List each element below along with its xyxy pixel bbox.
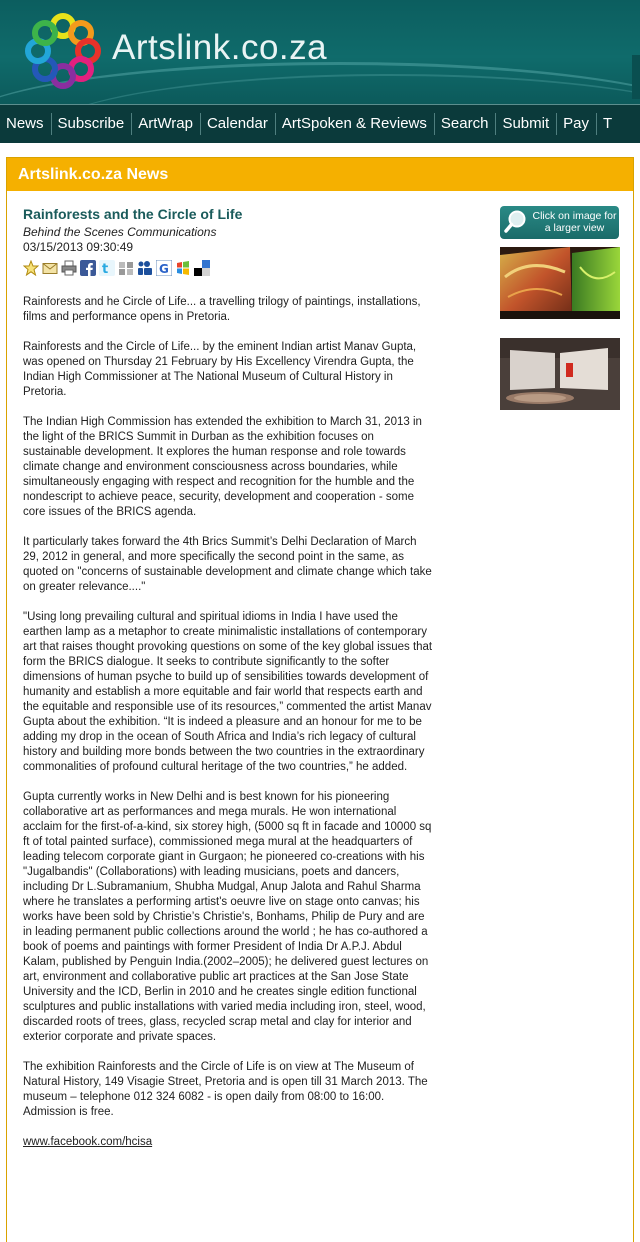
nav-item-submit[interactable]: Submit (496, 113, 557, 135)
nav-item-truncated[interactable]: T (602, 115, 613, 132)
delicious-icon[interactable] (194, 260, 210, 276)
article (23, 206, 433, 1165)
star-icon[interactable] (23, 260, 39, 276)
email-icon[interactable] (42, 260, 58, 276)
print-icon[interactable] (61, 260, 77, 276)
article-date: 03/15/2013 09:30:49 (23, 240, 134, 254)
site-title[interactable]: Artslink.co.za (112, 28, 328, 67)
nav-item-pay[interactable]: Pay (557, 113, 597, 135)
site-header (0, 0, 640, 104)
zoom-hint-label: Click on image for a larger view (532, 210, 617, 234)
artslink-logo-icon[interactable] (24, 12, 102, 90)
zoom-hint-button[interactable] (500, 206, 619, 239)
svg-text:G: G (159, 262, 169, 276)
paragraph: It particularly takes forward the 4th Brics Summit’s Delhi Declaration of March 29, 2012 in general, and more specifically the second point in the same, as quoted on "concerns of sustainable development and climate change which take on greater relevance...." (23, 536, 432, 593)
paragraph: "Using long prevailing cultural and spiritual idioms in India I have used the earthen lamp as a metaphor to create minimalistic installations of contemporary art that raises thought provoking questions on some of the key global issues that form the BRICS dialogue. It seeks to contribute significantly to the softer dimensions of human psyche to build up of sensibilities towards development of humanity and establish a more equitable and fair world that respects earth and the equitable and responsible use of its resources,” commented the artist Manav Gupta about the exhibition. “It is indeed a pleasure and an honour for me to be adding my drop in the ocean of South Africa and India’s rich legacy of cultural history and building more bonds between the two countries in the extraordinary commonalities of profound cultural heritage of the two countries,” he added. (23, 611, 433, 773)
gallery-image-1[interactable] (500, 247, 620, 319)
panel-title: Artslink.co.za News (7, 158, 633, 191)
digg-icon[interactable] (118, 260, 134, 276)
main-nav (0, 104, 640, 143)
facebook-icon[interactable] (80, 260, 96, 276)
twitter-icon[interactable] (99, 260, 115, 276)
paragraph: The Indian High Commission has extended the exhibition to March 31, 2013 in the light of the BRICS Summit in Durban as the exhibition focuses on sustainable development. It explores the human response and role towards climate change and environment consciousness across boundaries, while simultaneously engaging with respect and recognition for the humble and the nondescript to achieve peace, security, development and cooperation - some core issues of the BRICS agenda. (23, 416, 422, 518)
myspace-icon[interactable] (137, 260, 153, 276)
nav-item-search[interactable]: Search (435, 113, 497, 135)
nav-item-subscribe[interactable]: Subscribe (52, 113, 133, 135)
facebook-link[interactable]: www.facebook.com/hcisa (23, 1136, 153, 1148)
paragraph: Gupta currently works in New Delhi and is best known for his pioneering collaborative art as performances and mega murals. He won international acclaim for the first-of-a-kind, six storey high, (5000 sq ft in facade and 10000 sq ft of total painted surface), commissioned mega mural at the headquarters of leading telecom corporate giant in Gurgaon; he pioneered co-creations with his "Jugalbandis" (Collaborations) with leading musicians, poets and dancers, including Dr L.Subramanium, Shubha Mudgal, Anup Jalota and Rahul Sharma where he translates a performing artist's oeuvre live on stage onto canvas; his works have been sold by Christie’s Christie's, Bonhams, Philip de Pury and are in leading permanent public collections around the world ; he has co-authored a book of poems and paintings with former President of India Dr A.P.J. Abdul Kalam, published by Penguin India.(2002–2005); he delivered guest lectures on art, environment and collaborative public art practices at the San Jose State University and the ICD, Berlin in 2010 and he creates single edition functional sculptures and public installations with varied media including iron, steel, wood, discarded roots of trees, glass, recycled scrap metal and clay for interior and exterior corporate and private spaces. (23, 791, 432, 1043)
gallery-image-2[interactable] (500, 338, 620, 410)
svg-text:t: t (102, 262, 109, 276)
nav-item-calendar[interactable]: Calendar (201, 113, 276, 135)
paragraph: Rainforests and he Circle of Life... a travelling trilogy of paintings, installations, films and performance opens in Pretoria. (23, 296, 421, 323)
windows-live-icon[interactable] (175, 260, 191, 276)
header-edge (632, 55, 640, 99)
article-title: Rainforests and the Circle of Life (23, 206, 243, 222)
news-panel (6, 157, 634, 1242)
article-body (23, 295, 433, 1150)
share-toolbar (23, 260, 433, 277)
nav-item-artwrap[interactable]: ArtWrap (132, 113, 201, 135)
nav-item-artspoken-reviews[interactable]: ArtSpoken & Reviews (276, 113, 435, 135)
nav-item-news[interactable]: News (0, 113, 52, 135)
magnifier-icon (504, 209, 528, 235)
paragraph: Rainforests and the Circle of Life... by the eminent Indian artist Manav Gupta, was opened on Thursday 21 February by His Excellency Virendra Gupta, the Indian High Commissioner at The National Museum of Cultural History in Pretoria. (23, 341, 417, 398)
google-icon[interactable] (156, 260, 172, 276)
article-byline: Behind the Scenes Communications (23, 225, 217, 239)
paragraph: The exhibition Rainforests and the Circle of Life is on view at The Museum of Natural History, 149 Visagie Street, Pretoria and is open till 31 March 2013. The museum – telephone 012 324 6082 - is open daily from 08:00 to 16:00. Admission is free. (23, 1061, 428, 1118)
